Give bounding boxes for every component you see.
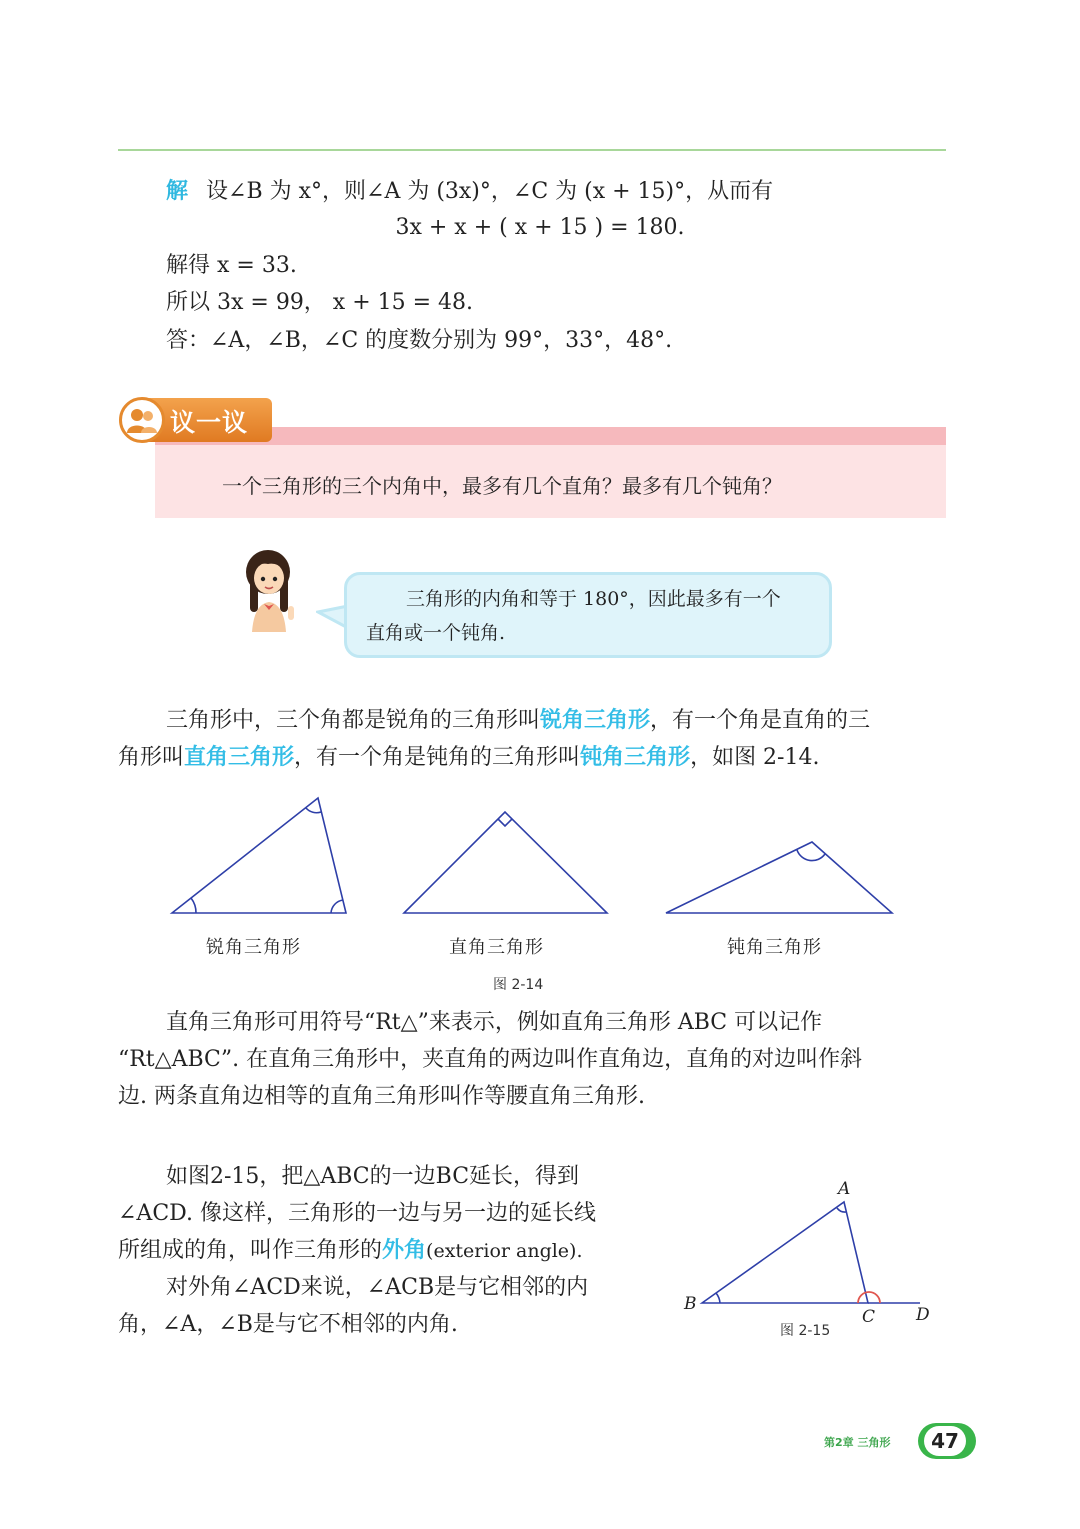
exterior-line-1: 如图2-15，把△ABC的一边BC延长，得到 [166, 1164, 580, 1189]
exterior-line-3: 所组成的角，叫作三角形的外角(exterior angle). [118, 1237, 583, 1263]
discuss-title: 议一议 [170, 408, 249, 437]
term-exterior-angle: 外角 [382, 1237, 427, 1263]
figure-2-14 [0, 790, 1080, 930]
obtuse-triangle [666, 842, 892, 913]
discuss-question: 一个三角形的三个内角中，最多有几个直角？最多有几个钝角？ [222, 474, 782, 498]
point-d-label: D [916, 1305, 930, 1325]
solution-equation: 3x + x + ( x + 15 ) = 180. [395, 215, 685, 240]
right-triangle-line-3: 边. 两条直角边相等的直角三角形叫作等腰直角三角形. [118, 1084, 645, 1109]
right-triangle-line-2: “Rt△ABC”. 在直角三角形中，夹直角的两边叫作直角边，直角的对边叫作斜 [118, 1047, 863, 1072]
figure-2-15 [680, 1170, 940, 1340]
solution-answer: 答：∠A，∠B，∠C 的度数分别为 99°，33°，48°. [166, 328, 673, 353]
caption-right: 直角三角形 [449, 937, 544, 958]
term-obtuse-triangle: 钝角三角形 [580, 744, 691, 770]
right-triangle [404, 812, 607, 913]
point-a-label: A [838, 1179, 851, 1199]
people-icon [119, 397, 165, 443]
classification-line-2: 角形叫直角三角形，有一个角是钝角的三角形叫钝角三角形，如图 2-14. [118, 744, 820, 770]
point-c-label: C [862, 1307, 876, 1327]
solution-line-1: 解 设∠B 为 x°，则∠A 为 (3x)°，∠C 为 (x + 15)°，从而有 [166, 178, 774, 204]
figure-2-14-label: 图 2-14 [493, 977, 544, 993]
exterior-line-4: 对外角∠ACD来说，∠ACB是与它相邻的内 [166, 1275, 589, 1300]
term-acute-triangle: 锐角三角形 [540, 707, 651, 733]
exterior-line-2: ∠ACD. 像这样，三角形的一边与另一边的延长线 [118, 1201, 596, 1226]
solution-line-3: 解得 x = 33. [166, 253, 297, 278]
solution-line-4: 所以 3x = 99， x + 15 = 48. [166, 290, 474, 315]
student-girl-illustration [238, 548, 302, 632]
solution-label: 解 [166, 178, 189, 204]
discuss-header-band [155, 427, 946, 445]
caption-acute: 锐角三角形 [206, 937, 301, 958]
exterior-line-5: 角，∠A，∠B是与它不相邻的内角. [118, 1312, 458, 1337]
chapter-footer: 第2章 三角形 [824, 1436, 891, 1449]
acute-triangle [172, 798, 346, 913]
term-right-triangle: 直角三角形 [184, 744, 295, 770]
figure-2-15-label: 图 2-15 [780, 1323, 831, 1339]
bubble-line-1: 三角形的内角和等于 180°，因此最多有一个 [406, 588, 781, 610]
caption-obtuse: 钝角三角形 [727, 937, 822, 958]
page-number: 47 [924, 1426, 966, 1456]
top-rule [118, 149, 946, 151]
classification-line-1: 三角形中，三个角都是锐角的三角形叫锐角三角形，有一个角是直角的三 [166, 707, 871, 733]
point-b-label: B [684, 1294, 697, 1314]
right-triangle-line-1: 直角三角形可用符号“Rt△”来表示，例如直角三角形 ABC 可以记作 [166, 1010, 823, 1035]
bubble-line-2: 直角或一个钝角. [366, 622, 506, 644]
